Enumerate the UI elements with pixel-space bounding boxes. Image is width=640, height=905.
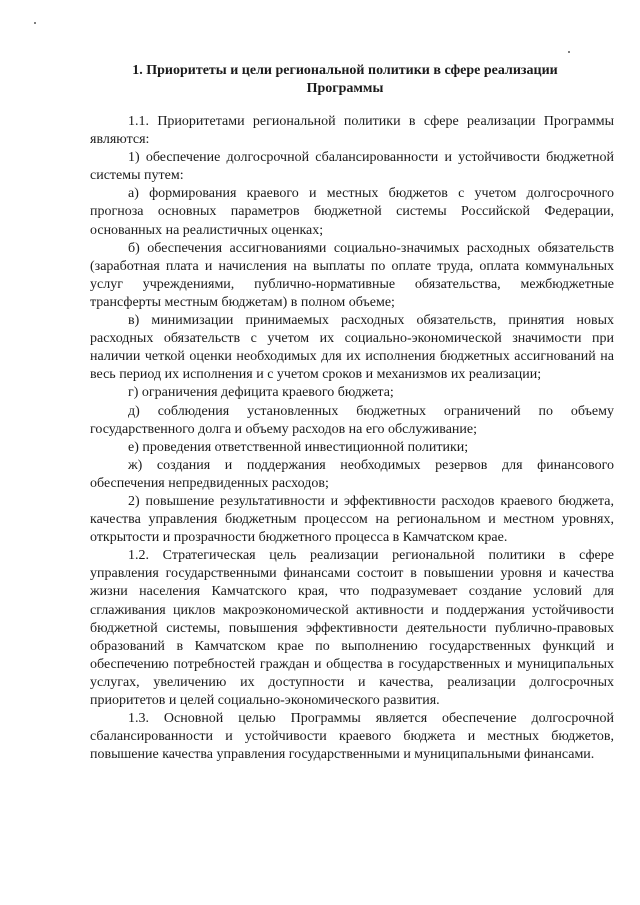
- paragraph-item-1: 1) обеспечение долгосрочной сбалансированности и устойчивости бюджетной системы путем:: [90, 150, 614, 184]
- paragraph-1-1: 1.1. Приоритетами региональной политики в сфере реализации Программы являются:: [90, 114, 614, 148]
- paragraph-item-g: г) ограничения дефицита краевого бюджета;: [128, 385, 394, 401]
- section-title-line-2: Программы: [306, 81, 384, 96]
- paragraph-1-2: 1.2. Стратегическая цель реализации региональной политики в сфере управления государственными финансами состоит в повышении уровня и качества жизни населения Камчатского края, что подразумевает создание условий для сглаживания циклов макроэкономической активности и поддержания устойчивости бюджетной системы, повышения эффективности деятельности публично-правовых образований в Камчатском крае по выполнению государственных функций и обеспечению потребностей граждан и общества в государственных и муниципальных услугах, увеличению их доступности и качества, реализации долгосрочных приоритетов и целей социально-экономического развития.: [90, 548, 614, 708]
- paragraph-item-v: в) минимизации принимаемых расходных обязательств, принятия новых расходных обязательств с учетом их социально-экономической значимости при наличии четкой оценки необходимых для их исполнения бюджетных ассигнований на весь период их исполнения и с учетом сроков и механизмов их реализации;: [90, 313, 614, 383]
- paragraph-1-3: 1.3. Основной целью Программы является обеспечение долгосрочной сбалансированности и устойчивости краевого бюджета и местных бюджетов, повышение качества управления государственными и муниципальными финансами.: [90, 711, 614, 763]
- document-body: [90, 113, 614, 764]
- section-title: [80, 62, 610, 98]
- paragraph-item-a: а) формирования краевого и местных бюджетов с учетом долгосрочного прогноза основных параметров бюджетной системы Российской Федерации, основанных на реалистичных оценках;: [90, 186, 614, 238]
- paragraph-item-zh: ж) создания и поддержания необходимых резервов для финансового обеспечения непредвиденных расходов;: [90, 457, 614, 491]
- section-title-line-1: 1. Приоритеты и цели региональной политики в сфере реализации: [132, 63, 558, 78]
- paragraph-item-b: б) обеспечения ассигнованиями социально-значимых расходных обязательств (заработная плата и начисления на выплаты по оплате труда, оплата коммунальных услуг учреждениями, публично-нормативные обязательства, межбюджетные трансферты местным бюджетам) в полном объеме;: [90, 240, 614, 310]
- scan-speck: [568, 51, 570, 53]
- paragraph-item-e: е) проведения ответственной инвестиционной политики;: [128, 439, 469, 455]
- paragraph-item-d: д) соблюдения установленных бюджетных ограничений по объему государственного долга и объему расходов на его обслуживание;: [90, 403, 614, 437]
- scan-speck: [34, 22, 36, 24]
- paragraph-item-2: 2) повышение результативности и эффективности расходов краевого бюджета, качества управления бюджетным процессом на региональном и местном уровнях, открытости и прозрачности бюджетного процесса в Камчатском крае.: [90, 493, 614, 546]
